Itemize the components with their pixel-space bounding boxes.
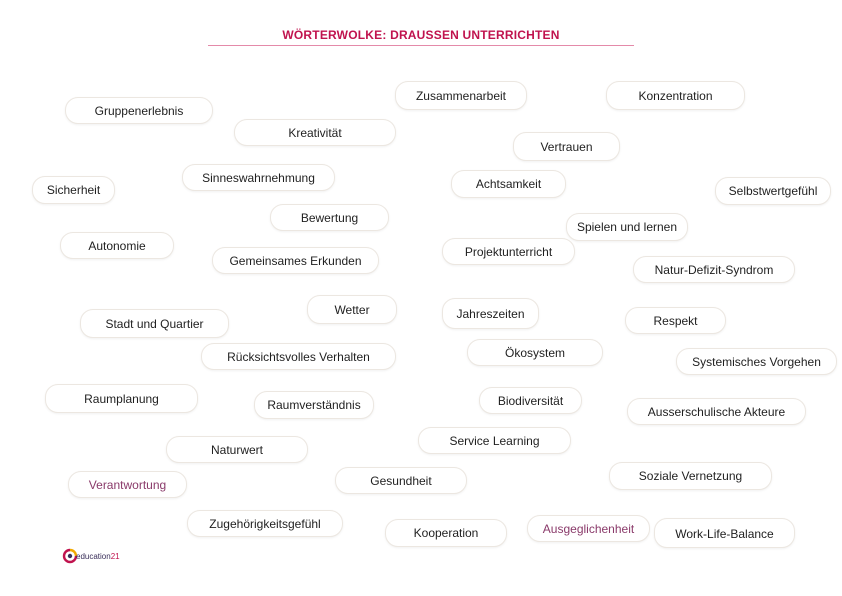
word-pill: Naturwert (166, 436, 308, 463)
word-pill: Rücksichtsvolles Verhalten (201, 343, 396, 370)
word-pill: Vertrauen (513, 132, 620, 161)
word-pill: Jahreszeiten (442, 298, 539, 329)
word-pill: Bewertung (270, 204, 389, 231)
word-pill: Gemeinsames Erkunden (212, 247, 379, 274)
word-pill: Wetter (307, 295, 397, 324)
word-pill: Verantwortung (68, 471, 187, 498)
word-pill: Sinneswahrnehmung (182, 164, 335, 191)
word-pill: Konzentration (606, 81, 745, 110)
word-pill: Service Learning (418, 427, 571, 454)
logo-text-number: 21 (110, 551, 120, 561)
word-pill: Stadt und Quartier (80, 309, 229, 338)
word-pill: Soziale Vernetzung (609, 462, 772, 490)
title-divider (208, 45, 634, 46)
word-pill: Ausserschulische Akteure (627, 398, 806, 425)
word-pill: Ausgeglichenheit (527, 515, 650, 542)
word-pill: Spielen und lernen (566, 213, 688, 241)
word-pill: Achtsamkeit (451, 170, 566, 198)
word-pill: Kreativität (234, 119, 396, 146)
word-pill: Raumplanung (45, 384, 198, 413)
education21-logo (62, 547, 120, 565)
word-pill: Work-Life-Balance (654, 518, 795, 548)
word-pill: Gesundheit (335, 467, 467, 494)
logo-text-main: education (76, 551, 111, 561)
word-pill: Projektunterricht (442, 238, 575, 265)
word-pill: Zusammenarbeit (395, 81, 527, 110)
word-pill: Kooperation (385, 519, 507, 547)
word-pill: Selbstwertgefühl (715, 177, 831, 205)
word-pill: Natur-Defizit-Syndrom (633, 256, 795, 283)
word-pill: Systemisches Vorgehen (676, 348, 837, 375)
word-pill: Zugehörigkeitsgefühl (187, 510, 343, 537)
word-pill: Biodiversität (479, 387, 582, 414)
page-title: WÖRTERWOLKE: DRAUSSEN UNTERRICHTEN (282, 28, 560, 42)
word-pill: Ökosystem (467, 339, 603, 366)
logo-wordmark (76, 552, 120, 561)
word-pill: Autonomie (60, 232, 174, 259)
word-pill: Respekt (625, 307, 726, 334)
word-pill: Sicherheit (32, 176, 115, 204)
word-pill: Gruppenerlebnis (65, 97, 213, 124)
word-pill: Raumverständnis (254, 391, 374, 419)
